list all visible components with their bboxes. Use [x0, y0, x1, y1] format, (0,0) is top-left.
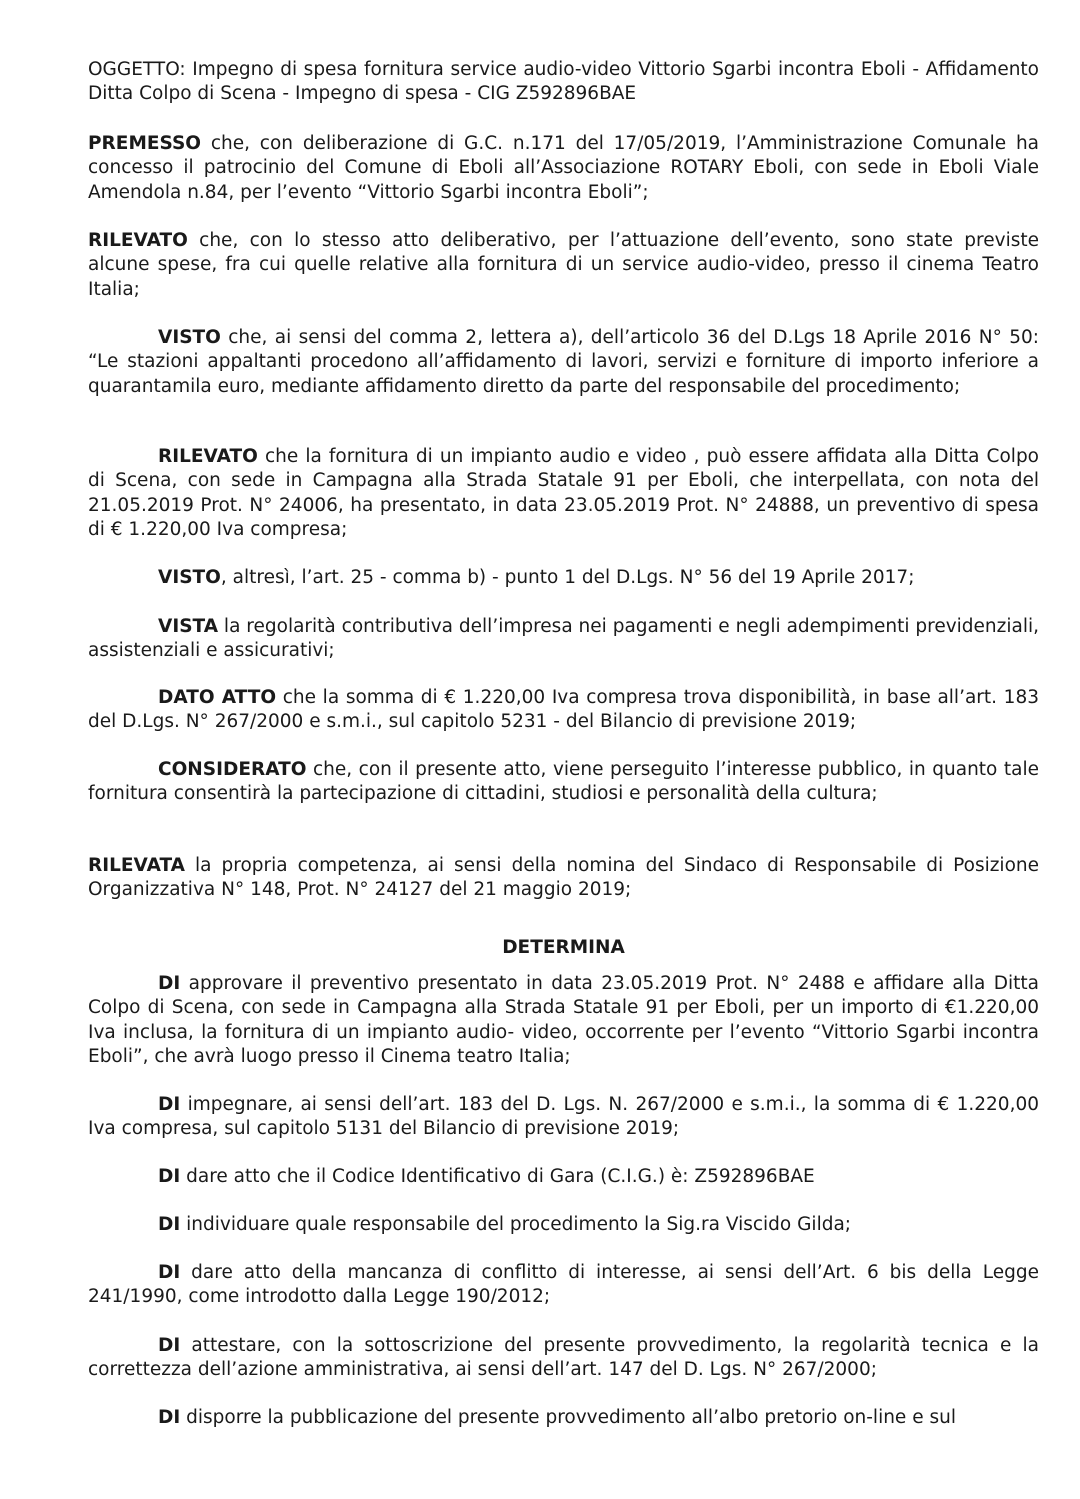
keyword: DI	[158, 1335, 181, 1356]
paragraph-text: che, con deliberazione di G.C. n.171 del 17/05/2019, l’Amministrazione Comunale ha concesso il patrocinio del Comune di Eboli all’Associazione ROTARY Eboli, con sede in Eboli Viale Amendola n.84, per l’evento “Vittorio Sgarbi incontra Eboli”;	[88, 133, 1039, 203]
paragraph-text: che, con il presente atto, viene perseguito l’interesse pubblico, in quanto tale fornitura consentirà la partecipazione di cittadini, studiosi e personalità della cultura;	[88, 759, 1039, 805]
rilevato-paragraph-1	[88, 229, 1039, 302]
di-paragraph-6	[88, 1334, 1039, 1383]
paragraph-text: la propria competenza, ai sensi della nomina del Sindaco di Responsabile di Posizione Organizzativa N° 148, Prot. N° 24127 del 21 maggio 2019;	[88, 855, 1039, 901]
rilevata-paragraph	[88, 854, 1039, 903]
premesso-paragraph	[88, 132, 1039, 205]
di-paragraph-7	[88, 1406, 1039, 1430]
paragraph-text: la regolarità contributiva dell’impresa nei pagamenti e negli adempimenti previdenziali, assistenziali e assicurativi;	[88, 616, 1039, 662]
visto-paragraph-2	[88, 566, 1039, 590]
determina-heading: DETERMINA	[502, 937, 625, 958]
rilevato-paragraph-2	[88, 445, 1039, 543]
keyword: DI	[158, 1214, 181, 1235]
paragraph-text: dare atto che il Codice Identificativo di Gara (C.I.G.) è: Z592896BAE	[180, 1166, 815, 1187]
keyword: CONSIDERATO	[158, 759, 307, 780]
paragraph-text: disporre la pubblicazione del presente provvedimento all’albo pretorio on-line e sul	[180, 1407, 956, 1428]
keyword: RILEVATO	[88, 230, 188, 251]
vista-paragraph	[88, 615, 1039, 664]
paragraph-text: che la somma di € 1.220,00 Iva compresa trova disponibilità, in base all’art. 183 del D.Lgs. N° 267/2000 e s.m.i., sul capitolo 5231 - del Bilancio di previsione 2019;	[88, 687, 1039, 733]
keyword: DI	[158, 1166, 181, 1187]
oggetto-paragraph: OGGETTO: Impegno di spesa fornitura service audio-video Vittorio Sgarbi incontra Eboli - Affidamento Ditta Colpo di Scena - Impegno di spesa - CIG Z592896BAE	[88, 59, 1039, 105]
paragraph-text: che, con lo stesso atto deliberativo, per l’attuazione dell’evento, sono state previste alcune spese, fra cui quelle relative alla fornitura di un service audio-video, presso il cinema Teatro Italia;	[88, 230, 1039, 300]
paragraph-text: , altresì, l’art. 25 - comma b) - punto 1 del D.Lgs. N° 56 del 19 Aprile 2017;	[220, 567, 915, 588]
visto-paragraph-1	[88, 326, 1039, 399]
paragraph-text: approvare il preventivo presentato in data 23.05.2019 Prot. N° 2488 e affidare alla Ditta Colpo di Scena, con sede in Campagna alla Strada Statale 91 per Eboli, per un importo di €1.220,00 Iva inclusa, la fornitura di un impianto audio- video, occorrente per l’evento “Vittorio Sgarbi incontra Eboli”, che avrà luogo presso il Cinema teatro Italia;	[88, 973, 1039, 1068]
paragraph-text: dare atto della mancanza di conflitto di interesse, ai sensi dell’Art. 6 bis della Legge 241/1990, come introdotto dalla Legge 190/2012;	[88, 1262, 1039, 1308]
keyword: VISTO	[158, 567, 221, 588]
keyword: VISTA	[158, 616, 219, 637]
di-paragraph-4	[88, 1213, 1039, 1237]
keyword: PREMESSO	[88, 133, 202, 154]
paragraph-text: che la fornitura di un impianto audio e video , può essere affidata alla Ditta Colpo di Scena, con sede in Campagna alla Strada Statale 91 per Eboli, che interpellata, con nota del 21.05.2019 Prot. N° 24006, ha presentato, in data 23.05.2019 Prot. N° 24888, un preventivo di spesa di € 1.220,00 Iva compresa;	[88, 446, 1039, 541]
paragraph-text: che, ai sensi del comma 2, lettera a), dell’articolo 36 del D.Lgs 18 Aprile 2016 N° 50: “Le stazioni appaltanti procedono all’affidamento di lavori, servizi e forniture di importo inferiore a quarantamila euro, mediante affidamento diretto da parte del responsabile del procedimento;	[88, 327, 1039, 397]
keyword: DI	[158, 1407, 181, 1428]
keyword: RILEVATA	[88, 855, 185, 876]
di-paragraph-5	[88, 1261, 1039, 1310]
di-paragraph-2	[88, 1093, 1039, 1142]
keyword: DATO ATTO	[158, 687, 277, 708]
keyword: VISTO	[158, 327, 221, 348]
considerato-paragraph	[88, 758, 1039, 807]
keyword: RILEVATO	[158, 446, 258, 467]
keyword: DI	[158, 1094, 181, 1115]
paragraph-text: individuare quale responsabile del procedimento la Sig.ra Viscido Gilda;	[180, 1214, 852, 1235]
di-paragraph-3	[88, 1165, 1039, 1189]
keyword: DI	[158, 1262, 181, 1283]
dato-atto-paragraph	[88, 686, 1039, 735]
paragraph-text: attestare, con la sottoscrizione del presente provvedimento, la regolarità tecnica e la correttezza dell’azione amministrativa, ai sensi dell’art. 147 del D. Lgs. N° 267/2000;	[88, 1335, 1039, 1381]
di-paragraph-1	[88, 972, 1039, 1070]
keyword: DI	[158, 973, 181, 994]
paragraph-text: impegnare, ai sensi dell’art. 183 del D. Lgs. N. 267/2000 e s.m.i., la somma di € 1.220,00 Iva compresa, sul capitolo 5131 del Bilancio di previsione 2019;	[88, 1094, 1039, 1140]
